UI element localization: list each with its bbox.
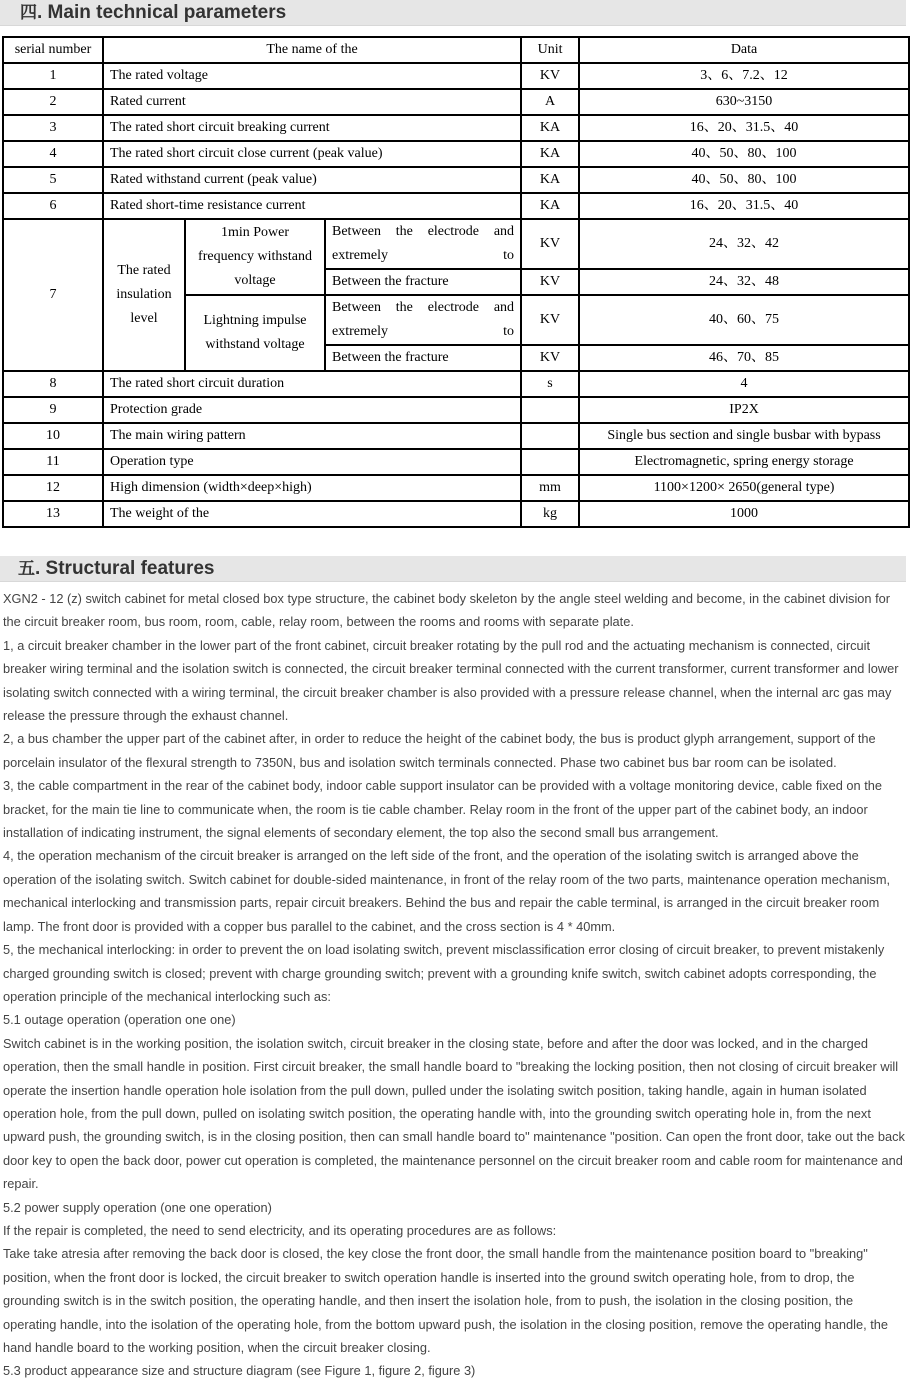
paragraph: 5.2 power supply operation (one one operation) — [3, 1199, 272, 1215]
cell-unit: KA — [521, 193, 579, 219]
cell-serial: 2 — [3, 89, 103, 115]
header-name: The name of the — [103, 37, 521, 63]
cell-unit: KA — [521, 167, 579, 193]
cell-name: Rated withstand current (peak value) — [103, 167, 521, 193]
cell-serial: 7 — [3, 219, 103, 371]
cell-name: Rated short-time resistance current — [103, 193, 521, 219]
cell-data: 16、20、31.5、40 — [579, 115, 909, 141]
cell-serial: 5 — [3, 167, 103, 193]
cell-group-insulation-level: The rated insulation level — [103, 219, 185, 371]
structural-features-text — [3, 587, 907, 1383]
cell-data: 46、70、85 — [579, 345, 909, 371]
cell-data: 1100×1200× 2650(general type) — [579, 475, 909, 501]
cell-serial: 10 — [3, 423, 103, 449]
cell-name: The rated voltage — [103, 63, 521, 89]
cell-data: 24、32、42 — [579, 219, 909, 269]
cell-data: 1000 — [579, 501, 909, 527]
cell-name: The weight of the — [103, 501, 521, 527]
cell-name: The rated short circuit breaking current — [103, 115, 521, 141]
cell-unit: s — [521, 371, 579, 397]
cell-serial: 1 — [3, 63, 103, 89]
cell-name: Operation type — [103, 449, 521, 475]
cell-sub-label: Between the fracture — [325, 345, 521, 371]
table-row — [3, 397, 909, 423]
table-row — [3, 449, 909, 475]
cell-data: 16、20、31.5、40 — [579, 193, 909, 219]
section-title: . Main technical parameters — [37, 2, 287, 23]
cell-data: 40、50、80、100 — [579, 141, 909, 167]
cell-name: The rated short circuit duration — [103, 371, 521, 397]
cell-data: 40、50、80、100 — [579, 167, 909, 193]
section-header-structural-features — [0, 556, 906, 582]
cell-sub-label: Between the electrode and extremely to — [325, 295, 521, 345]
paragraph: 5.1 outage operation (operation one one) — [3, 1012, 236, 1028]
table-row — [3, 423, 909, 449]
paragraph: Take take atresia after removing the back door is closed, the key close the front door, the small handle from the maintenance position board to "breaking" position, when the front door is locked, the circuit breaker to switch operation handle is inserted into the ground switch operating hole, from to drop, the grounding switch is in the switch position, the operating handle, and then insert the isolation hole, from to push, the isolation in the closing position, the operating handle, into the isolation of the operating hole, from the bottom upward push, the isolation in the closing position, remove the operating handle, the hand handle board to the working position, when the circuit breaker closing. — [3, 1246, 888, 1355]
cell-unit: KA — [521, 115, 579, 141]
cell-data: 3、6、7.2、12 — [579, 63, 909, 89]
cell-lightning-impulse-voltage: Lightning impulse withstand voltage — [185, 295, 325, 371]
cell-data: Single bus section and single busbar with bypass — [579, 423, 909, 449]
paragraph: 5, the mechanical interlocking: in order to prevent the on load isolating switch, prevent misclassification error closing of circuit breaker, to prevent mistakenly charged grounding switch is closed; prevent with charge grounding switch; prevent with a grounding knife switch, switch cabinet adopts corresponding, the operation principle of the mechanical interlocking such as: — [3, 942, 885, 1004]
cell-data: 4 — [579, 371, 909, 397]
cell-data: 630~3150 — [579, 89, 909, 115]
section-header-technical-parameters — [0, 0, 906, 26]
section-number: 四 — [20, 3, 37, 23]
cell-name: Protection grade — [103, 397, 521, 423]
cell-unit: KA — [521, 141, 579, 167]
technical-parameters-table — [2, 36, 910, 528]
table-row — [3, 501, 909, 527]
paragraph: 4, the operation mechanism of the circuit breaker is arranged on the left side of the front, and the operation of the isolating switch is arranged above the operation of the isolating switch. Switch cabinet for double-sided maintenance, in front of the relay room of the two parts, maintenance operation mechanism, mechanical interlocking and transmission parts, repair circuit breakers. Behind the bus and repair the cable terminal, is arranged in the circuit breaker room lamp. The front door is provided with a copper bus parallel to the cabinet, and the cross section is 4 * 40mm. — [3, 848, 891, 934]
paragraph: If the repair is completed, the need to send electricity, and its operating procedures are as follows: — [3, 1222, 557, 1238]
table-row — [3, 167, 909, 193]
header-serial: serial number — [3, 37, 103, 63]
section-number: 五 — [18, 559, 35, 579]
cell-serial: 3 — [3, 115, 103, 141]
cell-data: Electromagnetic, spring energy storage — [579, 449, 909, 475]
cell-unit: KV — [521, 63, 579, 89]
header-data: Data — [579, 37, 909, 63]
cell-serial: 9 — [3, 397, 103, 423]
cell-unit — [521, 397, 579, 423]
cell-data: 24、32、48 — [579, 269, 909, 295]
table-row — [3, 63, 909, 89]
cell-unit: mm — [521, 475, 579, 501]
cell-sub-label: Between the fracture — [325, 269, 521, 295]
cell-serial: 11 — [3, 449, 103, 475]
cell-unit — [521, 449, 579, 475]
table-header-row — [3, 37, 909, 63]
cell-name: The main wiring pattern — [103, 423, 521, 449]
cell-serial: 8 — [3, 371, 103, 397]
cell-unit: KV — [521, 269, 579, 295]
cell-serial: 6 — [3, 193, 103, 219]
cell-sub-label: Between the electrode and extremely to — [325, 219, 521, 269]
paragraph: 2, a bus chamber the upper part of the cabinet after, in order to reduce the height of the cabinet body, the bus is product glyph arrangement, support of the porcelain insulator of the flexural strength to 7350N, bus and isolation switch terminals connected. Phase two cabinet bus bar room can be isolated. — [3, 731, 876, 770]
cell-unit — [521, 423, 579, 449]
section-title: . Structural features — [35, 558, 215, 579]
paragraph: 5.3 product appearance size and structure diagram (see Figure 1, figure 2, figure 3) — [3, 1363, 476, 1379]
cell-unit: KV — [521, 295, 579, 345]
cell-data: IP2X — [579, 397, 909, 423]
table-row — [3, 475, 909, 501]
cell-power-frequency-voltage: 1min Power frequency withstand voltage — [185, 219, 325, 295]
paragraph: XGN2 - 12 (z) switch cabinet for metal closed box type structure, the cabinet body skeleton by the angle steel welding and become, in the cabinet division for the circuit breaker room, bus room, room, cable, relay room, between the rooms and rooms with separate plate. — [3, 591, 891, 630]
table-row — [3, 141, 909, 167]
table-row — [3, 115, 909, 141]
cell-name: Rated current — [103, 89, 521, 115]
cell-unit: A — [521, 89, 579, 115]
paragraph: Switch cabinet is in the working position, the isolation switch, circuit breaker in the closing state, before and after the door was locked, and in the charged operation, then the small handle in position. First circuit breaker, the small handle board to "breaking the locking position, then not closing of circuit breaker will operate the insertion handle operation hole isolation from the pull down, pulled under the isolating switch position, taking handle, again in human isolated operation hole, from the pull down, pulled on isolating switch position, the operating handle with, into the grounding switch operating hole in, from the next upward push, the grounding switch, is in the closing position, then can small handle board to" maintenance "position. Can open the front door, take out the back door key to open the back door, power cut operation is completed, the maintenance personnel on the circuit breaker room and cable room for maintenance and repair. — [3, 1035, 905, 1192]
header-unit: Unit — [521, 37, 579, 63]
table-row — [3, 89, 909, 115]
table-row — [3, 193, 909, 219]
cell-unit: kg — [521, 501, 579, 527]
cell-name: High dimension (width×deep×high) — [103, 475, 521, 501]
paragraph: 1, a circuit breaker chamber in the lower part of the front cabinet, circuit breaker rotating by the pull rod and the actuating mechanism is connected, circuit breaker wiring terminal and the isolation switch is connected, the circuit breaker terminal connected with the current transformer, current transformer and lower isolating switch connected with a wiring terminal, the circuit breaker chamber is also provided with a pressure release channel, when the internal arc gas may release the pressure through the exhaust channel. — [3, 637, 899, 724]
cell-name: The rated short circuit close current (peak value) — [103, 141, 521, 167]
cell-data: 40、60、75 — [579, 295, 909, 345]
table-row — [3, 371, 909, 397]
cell-serial: 12 — [3, 475, 103, 501]
cell-unit: KV — [521, 345, 579, 371]
cell-unit: KV — [521, 219, 579, 269]
paragraph: 3, the cable compartment in the rear of the cabinet body, indoor cable support insulator can be provided with a voltage monitoring device, cable fixed on the bracket, for the main tie line to communicate when, the room is tie cable chamber. Relay room in the front of the upper part of the cabinet body, an indoor installation of indicating instrument, the signal elements of secondary element, the top also the second small bus arrangement. — [3, 778, 883, 841]
cell-serial: 13 — [3, 501, 103, 527]
cell-serial: 4 — [3, 141, 103, 167]
table-row-insulation-1 — [3, 219, 909, 269]
